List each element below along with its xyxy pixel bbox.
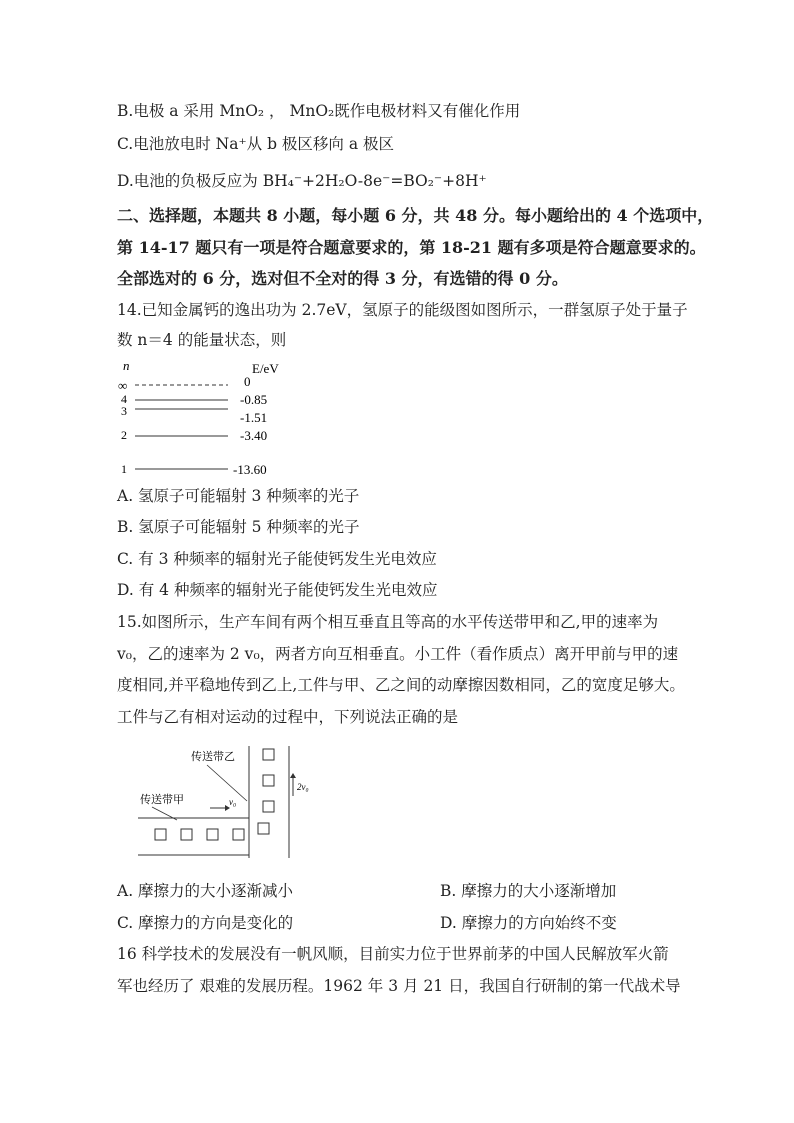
q15-option-b: B. 摩擦力的大小逐渐增加 (440, 882, 617, 900)
e-axis-label: E/eV (252, 361, 279, 376)
workpiece-square-icon (263, 749, 274, 760)
workpiece-square-icon (181, 829, 192, 840)
workpiece-square-icon (155, 829, 166, 840)
n-axis-label: n (123, 358, 130, 373)
q14-stem-1: 14.已知金属钙的逸出功为 2.7eV，氢原子的能级图如图所示，一群氢原子处于量子 (117, 301, 688, 319)
belt-b-label: 传送带乙 (191, 751, 235, 763)
q14-stem-2: 数 n＝4 的能量状态，则 (117, 331, 287, 349)
energy-level-diagram (110, 358, 310, 483)
belt-a-label: 传送带甲 (140, 794, 184, 806)
level-inf-value: 0 (244, 374, 251, 389)
workpiece-square-icon (263, 775, 274, 786)
level-inf-n: ∞ (118, 378, 128, 393)
q16-stem-1: 16 科学技术的发展没有一帆风顺，目前实力位于世界前茅的中国人民解放军火箭 (117, 945, 669, 963)
option-c: C.电池放电时 Na⁺从 b 极区移向 a 极区 (117, 135, 395, 153)
section-heading-2: 第 14-17 题只有一项是符合题意要求的，第 18-21 题有多项是符合题意要求的。 (117, 238, 706, 257)
q14-option-a: A. 氢原子可能辐射 3 种频率的光子 (117, 487, 360, 505)
level-2-value: -3.40 (240, 428, 268, 443)
level-3-value: -1.51 (240, 410, 268, 425)
workpiece-square-icon (233, 829, 244, 840)
level-4-n: 4 (121, 392, 127, 406)
section-heading-1: 二、选择题，本题共 8 小题，每小题 6 分，共 48 分。每小题给出的 4 个选项中， (117, 206, 714, 225)
workpiece-square-icon (207, 829, 218, 840)
level-3-n: 3 (121, 404, 127, 418)
q15-stem-2: v₀，乙的速率为 2 v₀，两者方向互相垂直。小工件（看作质点）离开甲前与甲的速 (117, 645, 679, 663)
2v0-label: 2v₀ (297, 782, 309, 792)
workpiece-square-icon (263, 801, 274, 812)
q14-option-d: D. 有 4 种频率的辐射光子能使钙发生光电效应 (117, 581, 438, 599)
section-heading-3: 全部选对的 6 分，选对但不全对的得 3 分，有选错的得 0 分。 (117, 269, 568, 288)
conveyor-belt-diagram (135, 738, 335, 868)
q15-stem-3: 度相同,并平稳地传到乙上,工件与甲、乙之间的动摩擦因数相同，乙的宽度足够大。 (117, 676, 685, 694)
level-1-n: 1 (121, 462, 127, 476)
level-2-n: 2 (121, 428, 127, 442)
q15-option-d: D. 摩擦力的方向始终不变 (440, 914, 617, 932)
workpiece-square-icon (258, 823, 269, 834)
q16-stem-2: 军也经历了 艰难的发展历程。1962 年 3 月 21 日，我国自行研制的第一代战术导 (117, 977, 681, 995)
q15-stem-4: 工件与乙有相对运动的过程中，下列说法正确的是 (117, 708, 459, 726)
q15-stem-1: 15.如图所示，生产车间有两个相互垂直且等高的水平传送带甲和乙,甲的速率为 (117, 613, 659, 631)
level-4-value: -0.85 (240, 392, 268, 407)
level-1-value: -13.60 (233, 462, 267, 477)
q15-option-c: C. 摩擦力的方向是变化的 (117, 914, 294, 932)
q15-option-a: A. 摩擦力的大小逐渐减小 (117, 882, 294, 900)
option-d: D.电池的负极反应为 BH₄⁻+2H₂O-8e⁻=BO₂⁻+8H⁺ (117, 172, 487, 190)
q14-option-c: C. 有 3 种频率的辐射光子能使钙发生光电效应 (117, 550, 437, 568)
option-b: B.电极 a 采用 MnO₂ ， MnO₂既作电极材料又有催化作用 (117, 102, 521, 120)
v0-label: v₀ (229, 797, 237, 807)
q14-option-b: B. 氢原子可能辐射 5 种频率的光子 (117, 518, 360, 536)
